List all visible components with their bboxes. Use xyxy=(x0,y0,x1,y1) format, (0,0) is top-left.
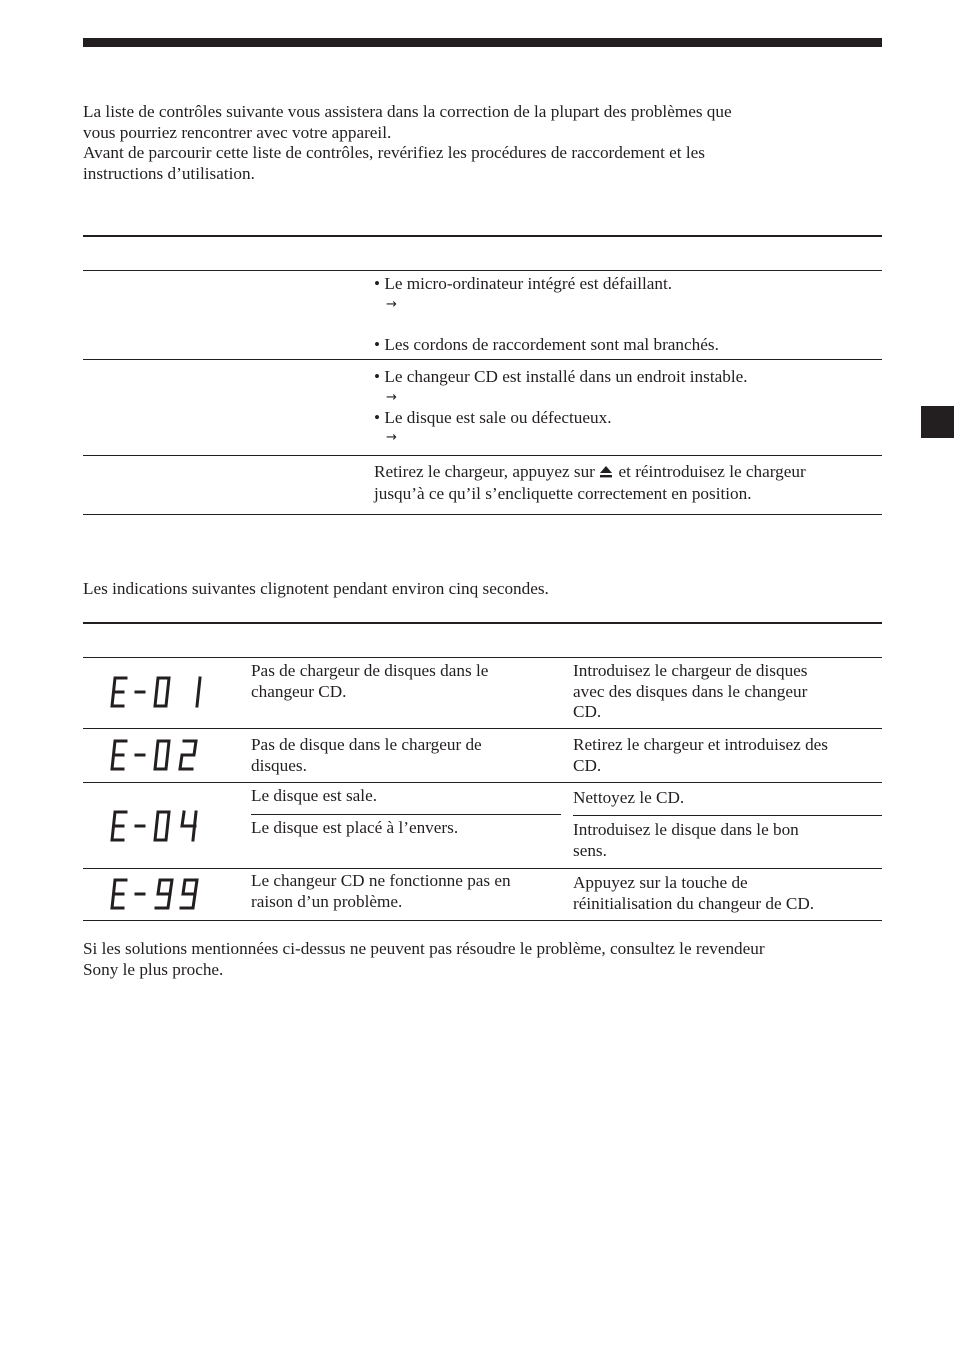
general-row-1-cause-2: • Les cordons de raccordement sont mal branchés. xyxy=(374,334,719,354)
solution-line: sens. xyxy=(573,840,607,860)
cause-line: raison d’un problème. xyxy=(251,891,403,911)
general-table-bottom-rule xyxy=(83,514,882,515)
general-row-3-line-1 xyxy=(374,462,889,484)
general-row-2-cause-1: • Le changeur CD est installé dans un endroit instable. xyxy=(374,367,748,386)
intro-paragraph xyxy=(83,102,882,185)
error-e02-solution xyxy=(573,735,882,776)
remedy-text-after: et réintroduisez le chargeur xyxy=(614,462,806,481)
eject-icon xyxy=(599,463,614,484)
error-table-header-rule xyxy=(83,657,882,658)
arrow-icon: → xyxy=(386,430,397,446)
intro-line-3: Avant de parcourir cette liste de contrôles, revérifiez les procédures de raccordement et les xyxy=(83,143,705,163)
general-row-2-causes xyxy=(374,367,882,448)
error-row-rule xyxy=(83,868,882,869)
intro-line-4: instructions d’utilisation. xyxy=(83,164,255,184)
cause-line: disques. xyxy=(251,755,307,775)
error-intro: Les indications suivantes clignotent pendant environ cinq secondes. xyxy=(83,579,549,598)
intro-line-2: vous pourriez rencontrer avec votre appareil. xyxy=(83,122,392,142)
error-row-rule xyxy=(83,728,882,729)
arrow-icon: → xyxy=(386,296,397,312)
error-e02-cause xyxy=(251,735,561,776)
general-row-2-rule xyxy=(83,455,882,456)
error-e04-cause-a: Le disque est sale. xyxy=(251,786,378,805)
error-code-e04-display xyxy=(108,808,208,844)
error-e04-cause-b: Le disque est placé à l’envers. xyxy=(251,818,459,837)
error-code-e01-display xyxy=(108,674,208,710)
solution-line: réinitialisation du changeur de CD. xyxy=(573,893,815,913)
error-row-rule xyxy=(83,782,882,783)
footer-line-2: Sony le plus proche. xyxy=(83,959,224,979)
error-e04-cause-divider xyxy=(251,814,561,815)
solution-line: Introduisez le disque dans le bon xyxy=(573,820,799,839)
error-e01-cause xyxy=(251,661,561,702)
error-table-bottom-rule xyxy=(83,920,882,921)
error-e04-solution-a: Nettoyez le CD. xyxy=(573,788,685,807)
general-row-1-rule xyxy=(83,359,882,360)
error-e04-solution-divider xyxy=(573,815,882,816)
solution-line: CD. xyxy=(573,755,602,775)
error-e01-solution xyxy=(573,661,882,723)
solution-line: avec des disques dans le changeur xyxy=(573,681,808,701)
general-row-3-line-2: jusqu’à ce qu’il s’encliquette correctement en position. xyxy=(374,483,752,503)
general-table-top-rule xyxy=(83,235,882,237)
section-tab-marker xyxy=(921,406,954,438)
general-row-2-cause-2: • Le disque est sale ou défectueux. xyxy=(374,407,612,427)
error-e99-solution xyxy=(573,873,882,914)
cause-line: Pas de disque dans le chargeur de xyxy=(251,735,482,754)
general-row-1-cause-1: • Le micro-ordinateur intégré est défaillant. xyxy=(374,274,673,293)
error-table-top-rule xyxy=(83,622,882,624)
footer-line-1: Si les solutions mentionnées ci-dessus ne peuvent pas résoudre le problème, consultez le revendeur xyxy=(83,939,765,958)
header-rule xyxy=(83,38,882,47)
general-row-3-remedy xyxy=(374,462,889,504)
error-code-e02-display xyxy=(108,737,208,773)
arrow-icon: → xyxy=(386,389,397,405)
error-code-e99-display xyxy=(108,876,208,912)
solution-line: Introduisez le chargeur de disques xyxy=(573,661,808,680)
cause-line: changeur CD. xyxy=(251,681,347,701)
solution-line: Appuyez sur la touche de xyxy=(573,873,748,892)
general-table-header-rule xyxy=(83,270,882,271)
remedy-text-before: Retirez le chargeur, appuyez sur xyxy=(374,462,600,481)
solution-line: CD. xyxy=(573,702,602,722)
cause-line: Le changeur CD ne fonctionne pas en xyxy=(251,871,511,890)
general-row-1-causes xyxy=(374,274,882,355)
cause-line: Pas de chargeur de disques dans le xyxy=(251,661,489,680)
intro-line-1: La liste de contrôles suivante vous assistera dans la correction de la plupart des problèmes que xyxy=(83,102,732,121)
solution-line: Retirez le chargeur et introduisez des xyxy=(573,735,829,754)
footer-note xyxy=(83,939,888,980)
error-e99-cause xyxy=(251,871,561,912)
error-e04-solution-b xyxy=(573,820,882,861)
